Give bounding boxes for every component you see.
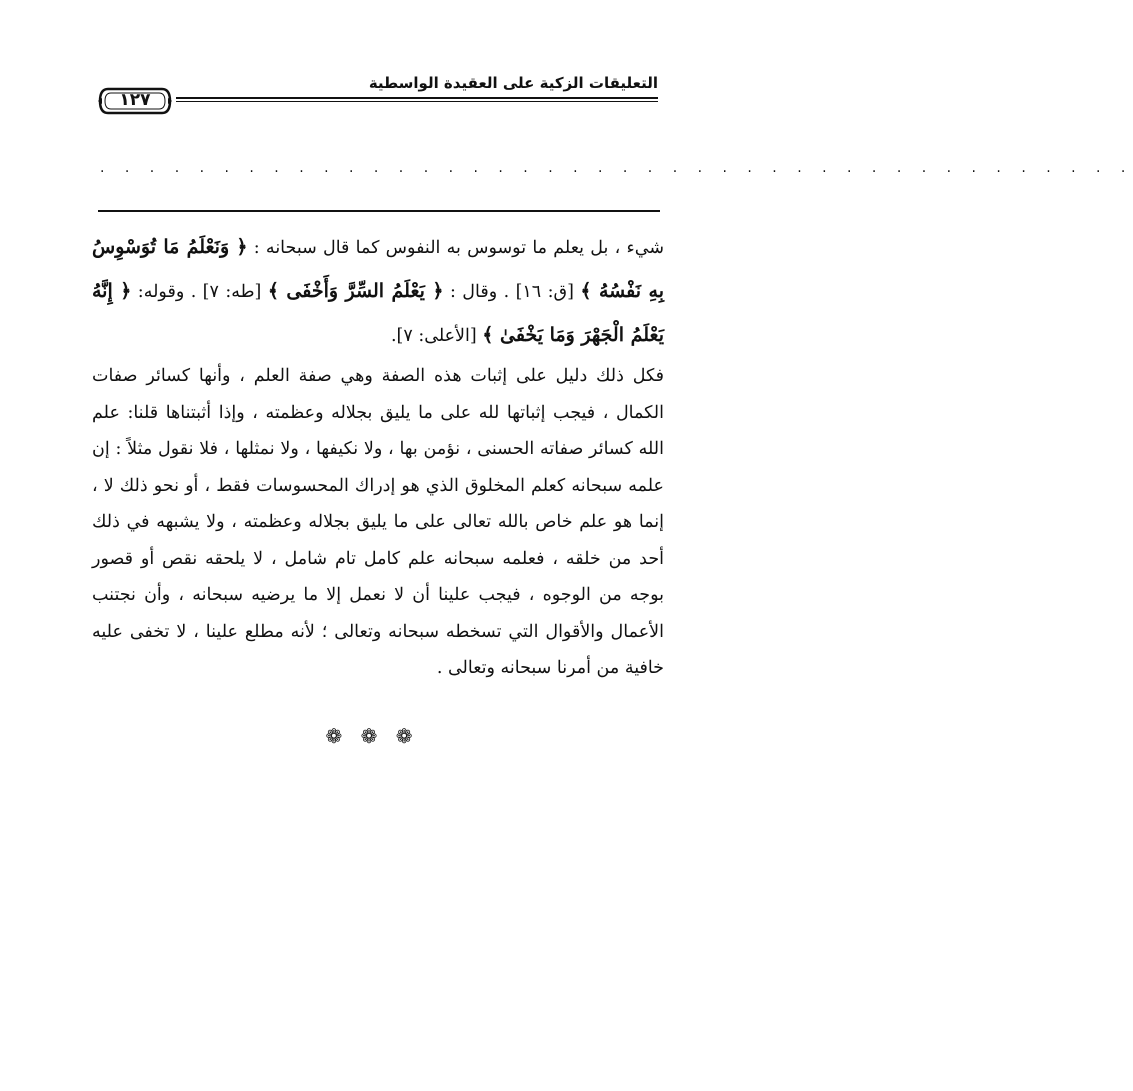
paragraph-commentary: فكل ذلك دليل على إثبات هذه الصفة وهي صفة العلم ، وأنها كسائر صفات الكمال ، فيجب إثباتها لله على ما يليق بجلاله وعظمته ، وإذا أثبتناها قلنا: علم الله كسائر صفاته الحسنى ، نؤمن بها ، ولا نكيفها ، ولا نمثلها ، فلا نقول مثلاً : إن علمه سبحانه كعلم المخلوق الذي هو إدراك المحسوسات فقط ، أو نحو ذلك لا ، إنما هو علم خاص بالله تعالى على ما يليق بجلاله وعظمته ، ولا يشبهه في ذلك أحد من خلقه ، فعلمه سبحانه علم كامل تام شامل ، لا يلحقه نقص أو قصور بوجه من الوجوه ، فيجب علينا أن لا نعمل إلا ما يرضيه سبحانه ، وأن نجتنب الأعمال والأقوال التي تسخطه سبحانه وتعالى ؛ لأنه مطلع علينا ، لا تخفى عليه خافية من أمرنا سبحانه وتعالى . (92, 366, 664, 678)
paragraph-verses (92, 226, 664, 358)
book-title: التعليقات الزكية على العقيدة الواسطية (368, 74, 658, 92)
header-rule-thick (176, 97, 658, 99)
verse-reference: [طه: ٧] . وقوله: (131, 282, 268, 302)
verse-reference: [الأعلى: ٧]. (390, 326, 483, 346)
page-header (98, 70, 658, 126)
page-number: ١٢٧ (119, 90, 151, 110)
dotted-divider: . . . . . . . . . . . . . . . . . . . . . . . . . . . . . . . . . . . . . . . . . . (100, 160, 1133, 176)
flower-separator-icon: ❁ ❁ ❁ (325, 724, 419, 748)
verse-reference: [ق: ١٦] . وقال : (443, 282, 581, 302)
header-rule-thin (176, 101, 658, 102)
quran-verse: ﴿ إِنَّهُ يَعْلَمُ الْجَهْرَ وَمَا يَخْفَىٰ ﴾ (92, 280, 664, 346)
page-number-badge (98, 86, 172, 116)
quran-verse: ﴿ وَنَعْلَمُ مَا تُوَسْوِسُ بِهِ نَفْسُهُ ﴾ (92, 236, 664, 302)
quran-verse: ﴿ يَعْلَمُ السِّرَّ وَأَخْفَى ﴾ (267, 280, 444, 302)
section-rule (98, 210, 660, 212)
text-segment: شيء ، بل يعلم ما توسوس به النفوس كما قال سبحانه : (247, 238, 664, 258)
